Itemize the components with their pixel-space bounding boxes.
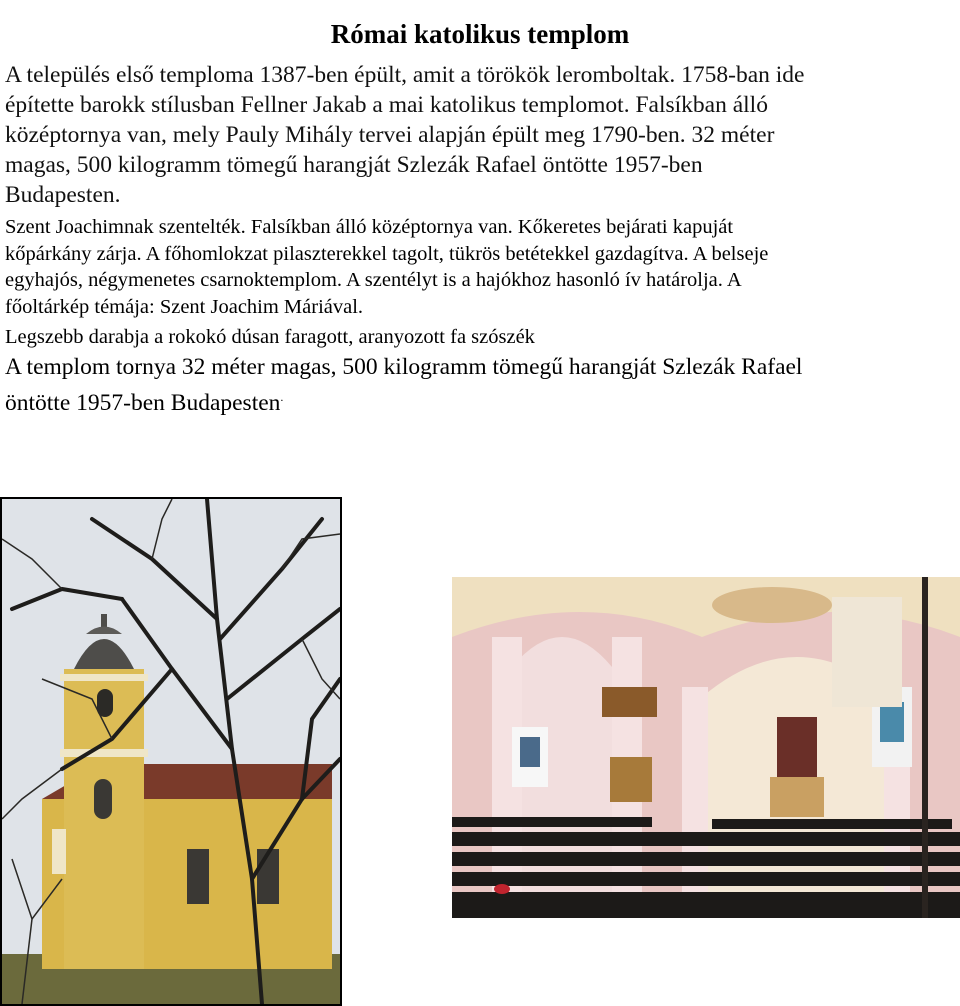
text-line: építette barokk stílusban Fellner Jakab a mai katolikus templomot. Falsíkban álló: [5, 92, 768, 118]
text-line: főoltárkép témája: Szent Joachim Máriával.: [5, 295, 364, 318]
paragraph-tower: [5, 352, 955, 418]
text-line: egyhajós, négymenetes csarnoktemplom. A szentélyt is a hajókhoz hasonló ív határolja. A: [5, 269, 742, 291]
text-line: középtornya van, mely Pauly Mihály tervei alapján épült meg 1790-ben. 32 méter: [5, 122, 775, 148]
text-line: A templom tornya 32 méter magas, 500 kilogramm tömegű harangját Szlezák Rafael: [5, 354, 803, 380]
text-line: Szent Joachimnak szentelték. Falsíkban álló középtornya van. Kőkeretes bejárati kapuját: [5, 216, 734, 238]
church-exterior-illustration: [2, 499, 340, 1004]
text-line: Budapesten.: [5, 182, 121, 208]
church-interior-photo: [452, 577, 960, 918]
paragraph-description: [5, 214, 955, 320]
text-line-content: öntötte 1957-ben Budapesten: [5, 389, 281, 416]
church-interior-illustration: [452, 577, 960, 918]
paragraph-history: [5, 60, 955, 210]
text-line: kőpárkány zárja. A főhomlokzat pilaszterekkel tagolt, tükrös betétekkel gazdagítva. A belseje: [5, 242, 769, 265]
paragraph-pulpit: Legszebb darabja a rokokó dúsan faragott, aranyozott fa szószék: [5, 326, 535, 348]
page-title: Római katolikus templom: [330, 19, 630, 50]
trailing-dot: .: [280, 390, 284, 404]
text-line: A település első temploma 1387-ben épült, amit a törökök leromboltak. 1758-ban ide: [5, 62, 805, 88]
church-exterior-photo: [0, 497, 342, 1006]
text-line: magas, 500 kilogramm tömegű harangját Szlezák Rafael öntötte 1957-ben: [5, 152, 703, 178]
text-line: [5, 382, 955, 418]
